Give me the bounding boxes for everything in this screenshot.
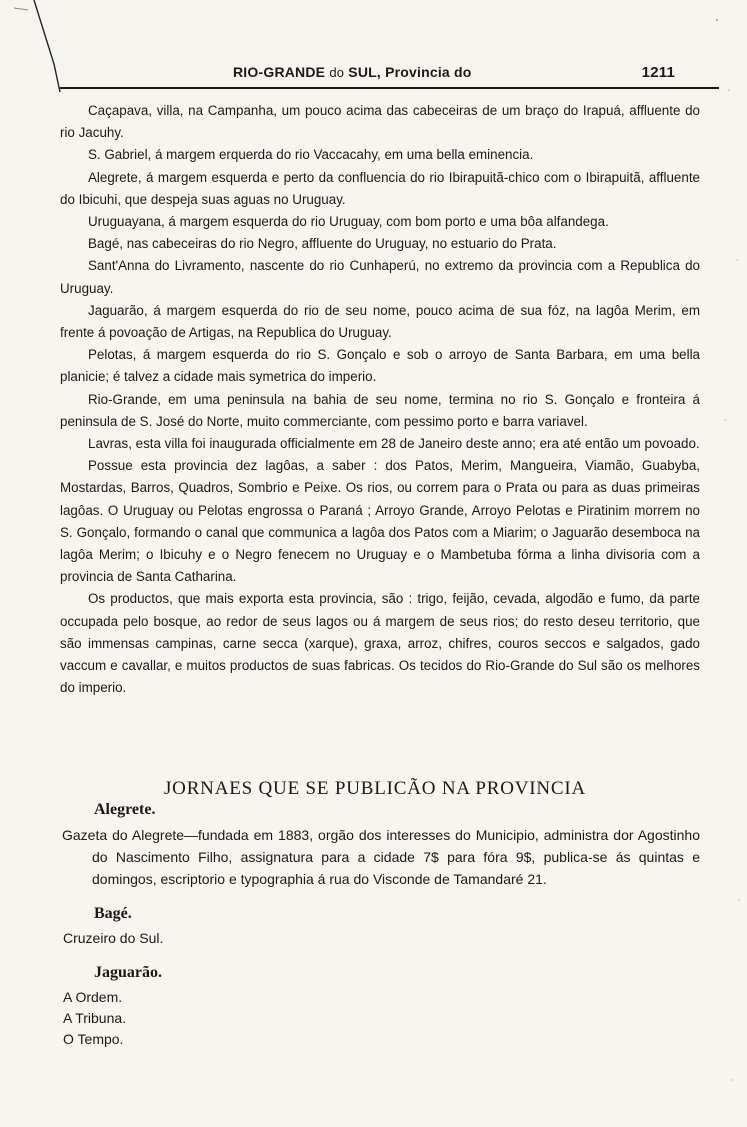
journals-list	[60, 800, 700, 1064]
section-title: JORNAES QUE SE PUBLICÃO NA PROVINCIA	[163, 777, 587, 799]
journal-entry: A Tribuna.	[63, 1010, 127, 1026]
journal-entry: Cruzeiro do Sul.	[63, 930, 164, 946]
city-group-alegrete	[60, 800, 700, 890]
header-title	[233, 64, 472, 80]
header-title-de: do	[329, 65, 345, 80]
paragraph: Caçapava, villa, na Campanha, um pouco acima das cabeceiras de um braço do Irapuá, affluente do rio Jacuhy.	[60, 103, 700, 141]
running-header	[58, 62, 727, 86]
city-heading: Bagé.	[94, 905, 132, 922]
journal-entry: O Tempo.	[63, 1031, 124, 1047]
journal-entry: A Ordem.	[63, 989, 123, 1005]
paragraph: S. Gabriel, á margem erquerda do rio Vaccacahy, em uma bella eminencia.	[88, 147, 534, 163]
paragraph: Bagé, nas cabeceiras do rio Negro, affluente do Uruguay, no estuario do Prata.	[88, 236, 557, 252]
city-heading: Jaguarão.	[94, 964, 162, 981]
paragraph: Os productos, que mais exporta esta provincia, são : trigo, feijão, cevada, algodão e fumo, da parte occupada pelo bosque, ao redor de seus lagos ou á margem de seus rios; do resto deseu territorio, que são immensas campinas, carne secca (xarque), graxa, arroz, chifres, couros seccos e salgados, gado vaccum e cavallar, e muitos productos de suas fabricas. Os tecidos do Rio-Grande do Sul são os melhores do imperio.	[60, 591, 700, 696]
journal-entry: Gazeta do Alegrete—fundada em 1883, orgão dos interesses do Municipio, administra dor Agostinho do Nascimento Filho, assignatura para a cidade 7$ para fóra 9$, publica-se ás quintas e domingos, escriptorio e typographia á rua do Visconde de Tamandaré 21.	[62, 827, 700, 887]
city-heading: Alegrete.	[94, 801, 156, 818]
paragraph: Pelotas, á margem esquerda do rio S. Gonçalo e sob o arroyo de Santa Barbara, em uma bella planicie; é talvez a cidade mais symetrica do imperio.	[60, 347, 700, 385]
paragraph: Jaguarão, á margem esquerda do rio de seu nome, pouco acima de sua fóz, na lagôa Merim, em frente á povoação de Artigas, na Republica do Uruguay.	[60, 302, 700, 341]
paragraph: Possue esta provincia dez lagôas, a saber : dos Patos, Merim, Mangueira, Viamão, Guabyba, Mostardas, Barros, Quadros, Sombrio e Peixe. Os rios, ou correm para o Prata ou para as duas primeiras lagôas. O Uruguay ou Pelotas engrossa o Paraná ; Arroyo Grande, Arroyo Pelotas e Piratinim morrem no S. Gonçalo, formando o canal que communica a lagôa dos Patos com a Miarim; o Jaguarão desemboca na lagôa Merim; o Ibicuhy e o Negro fenecem no Uruguay e o Mambetuba fórma a linha divisoria com a provincia de Santa Catharina.	[60, 458, 700, 585]
city-group-bage	[60, 904, 700, 949]
city-group-jaguarao	[60, 963, 700, 1050]
paragraph: Lavras, esta villa foi inaugurada officialmente em 28 de Janeiro deste anno; era até então um povoado.	[88, 436, 700, 452]
body-text	[60, 100, 700, 699]
paragraph: Sant'Anna do Livramento, nascente do rio Cunhaperú, no extremo da provincia com a Republica do Uruguay.	[60, 258, 700, 296]
scan-noise	[707, 0, 747, 1127]
header-title-sul: SUL,	[348, 64, 381, 80]
header-rule	[60, 87, 719, 89]
paragraph: Uruguayana, á margem esquerda do rio Uruguay, com bom porto e uma bôa alfandega.	[88, 214, 609, 230]
header-title-rest: Provincia do	[385, 64, 472, 80]
page-number: 1211	[641, 64, 675, 81]
paragraph: Alegrete, á margem esquerda e perto da confluencia do rio Ibirapuitã-chico com o Ibirapuitã, affluente do Ibicuhi, que despeja suas aguas no Uruguay.	[60, 169, 700, 207]
header-title-main: RIO-GRANDE	[233, 64, 326, 80]
paragraph: Rio-Grande, em uma peninsula na bahia de seu nome, termina no rio S. Gonçalo e fronteira á peninsula de S. José do Norte, muito commerciante, com pessimo porto e barra variavel.	[60, 391, 700, 429]
